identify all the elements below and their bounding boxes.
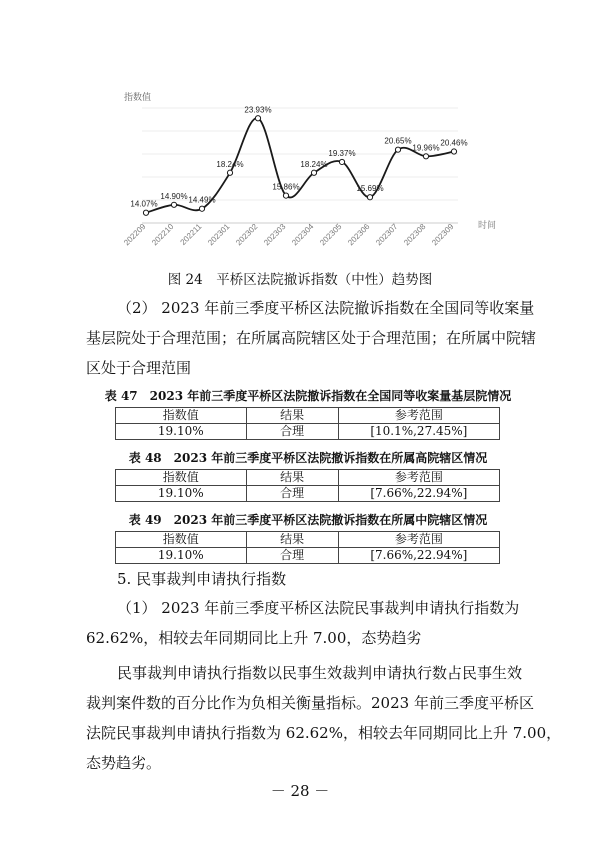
data-point (143, 210, 148, 215)
section5-body-line-4: 态势趋劣。 (86, 754, 162, 772)
cell-index-value: 19.10% (116, 424, 247, 440)
section5-body-line-3: 法院民事裁判申请执行指数为 62.62%，相较去年同期同比上升 7.00， (86, 724, 562, 742)
data-label: 18.24% (300, 159, 328, 169)
cell-reference-range: [7.66%,22.94%] (338, 548, 499, 564)
table-row (116, 424, 500, 440)
table-49-caption: 表 49 2023 年前三季度平桥区法院撤诉指数在所属中院辖区情况 (128, 513, 488, 527)
x-axis-label: 时间 (478, 220, 497, 230)
cell-index-value: 19.10% (116, 486, 247, 502)
x-tick-label: 202309 (430, 222, 456, 248)
cell-reference-range: [10.1%,27.45%] (338, 424, 499, 440)
data-point (367, 195, 372, 200)
line-chart (112, 86, 497, 256)
table-48-caption: 表 48 2023 年前三季度平桥区法院撤诉指数在所属高院辖区情况 (128, 451, 488, 465)
section5-body-line-2: 裁判案件数的百分比作为负相关衡量指标。2023 年前三季度平桥区 (86, 694, 534, 712)
data-label: 20.65% (384, 136, 412, 146)
x-tick-label: 202211 (178, 222, 204, 247)
cell-result: 合理 (246, 548, 338, 564)
header-result: 结果 (246, 532, 338, 548)
header-reference-range: 参考范围 (338, 408, 499, 424)
data-labels (130, 105, 467, 208)
section2-line-3: 区处于合理范围 (86, 359, 192, 377)
x-tick-label: 202209 (122, 222, 148, 248)
data-label: 18.24% (216, 159, 244, 169)
data-label: 19.96% (412, 143, 440, 153)
data-point (199, 206, 204, 211)
x-tick-labels (122, 222, 456, 248)
section2-line-1: （2） 2023 年前三季度平桥区法院撤诉指数在全国同等收案量 (117, 299, 535, 317)
data-point (255, 116, 260, 121)
data-label: 20.46% (440, 138, 468, 148)
data-label: 15.86% (272, 182, 300, 192)
header-reference-range: 参考范围 (338, 470, 499, 486)
x-tick-label: 202304 (290, 222, 316, 248)
data-point (423, 154, 428, 159)
header-reference-range: 参考范围 (338, 532, 499, 548)
section5-sub-line-1: （1） 2023 年前三季度平桥区法院民事裁判申请执行指数为 (117, 599, 520, 617)
cell-result: 合理 (246, 424, 338, 440)
table-row (116, 486, 500, 502)
table-47 (115, 407, 500, 440)
section5-heading: 5. 民事裁判申请执行指数 (117, 570, 287, 588)
page-number: － 28 － (270, 782, 330, 800)
data-label: 14.90% (160, 191, 188, 201)
header-index-value: 指数值 (116, 532, 247, 548)
header-index-value: 指数值 (116, 408, 247, 424)
data-point (395, 147, 400, 152)
figure-caption: 图 24 平桥区法院撤诉指数（中性）趋势图 (167, 272, 433, 288)
cell-index-value: 19.10% (116, 548, 247, 564)
x-tick-label: 202308 (402, 222, 428, 248)
x-tick-label: 202302 (234, 222, 260, 248)
table-header-row (116, 532, 500, 548)
data-label: 19.37% (328, 148, 356, 158)
data-label: 15.69% (356, 184, 384, 194)
section5-sub-line-2: 62.62%，相较去年同期同比上升 7.00，态势趋劣 (86, 629, 422, 647)
table-header-row (116, 470, 500, 486)
data-point (227, 170, 232, 175)
header-result: 结果 (246, 408, 338, 424)
x-tick-label: 202301 (206, 222, 232, 248)
data-point (311, 170, 316, 175)
section5-body-line-1: 民事裁判申请执行指数以民事生效裁判申请执行数占民事生效 (117, 664, 523, 682)
header-result: 结果 (246, 470, 338, 486)
x-tick-label: 202305 (318, 222, 344, 248)
data-label: 23.93% (244, 105, 272, 115)
x-tick-label: 202303 (262, 222, 288, 248)
cell-reference-range: [7.66%,22.94%] (338, 486, 499, 502)
table-row (116, 548, 500, 564)
data-label: 14.07% (130, 199, 158, 209)
table-header-row (116, 408, 500, 424)
data-label: 14.49% (188, 195, 216, 205)
data-point (451, 149, 456, 154)
y-axis-label: 指数值 (124, 92, 152, 102)
x-tick-label: 202210 (150, 222, 176, 248)
cell-result: 合理 (246, 486, 338, 502)
data-point (171, 202, 176, 207)
x-tick-label: 202306 (346, 222, 372, 248)
table-49 (115, 531, 500, 564)
header-index-value: 指数值 (116, 470, 247, 486)
section2-line-2: 基层院处于合理范围；在所属高院辖区处于合理范围；在所属中院辖 (86, 329, 537, 347)
data-point (283, 193, 288, 198)
table-47-caption: 表 47 2023 年前三季度平桥区法院撤诉指数在全国同等收案量基层院情况 (104, 389, 512, 403)
data-point (339, 159, 344, 164)
x-tick-label: 202307 (374, 222, 400, 248)
table-48 (115, 469, 500, 502)
